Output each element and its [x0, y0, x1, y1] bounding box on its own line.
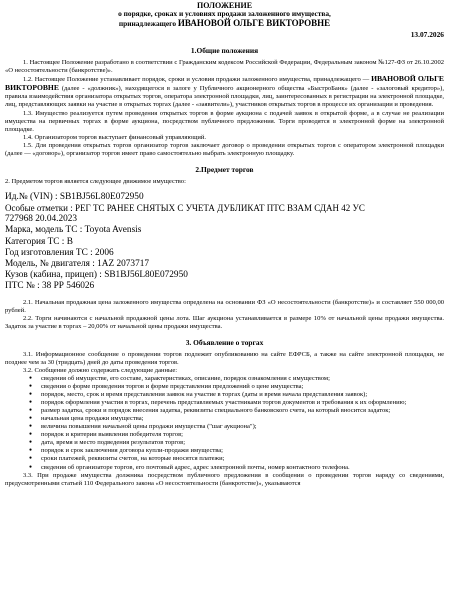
- list-item: ● порядок, место, срок и время представления заявок на участие в торгах (даты и время начала представления заявок);: [29, 391, 444, 399]
- vehicle-line: Марка, модель ТС : Toyota Avensis: [5, 225, 142, 236]
- vehicle-line: 727968 20.04.2023: [5, 214, 78, 225]
- section-2-title: 2.Предмет торгов: [195, 164, 254, 174]
- list-item: ● начальная цена продажи имущества;: [29, 415, 444, 423]
- section-3-p2: 3.2. Сообщение должно содержать следующие данные:: [23, 366, 178, 374]
- vehicle-line: Категория ТС : В: [5, 236, 73, 247]
- section-1-p2-a: 1.2. Настоящее Положение устанавливает порядок, сроки и условия продажи заложенного имущества, принадлежащего —: [23, 76, 370, 84]
- section-2-p1: 2.1. Начальная продажная цена заложенного имущества определена на основании ФЗ «О несостоятельности (банкротстве)» и составляет 550 000,00 рублей.: [5, 298, 444, 314]
- list-item: ● размер задатка, сроки и порядок внесения задатка, реквизиты специального банковского счета, на который вносится задаток;: [29, 407, 444, 415]
- title-line-3-prefix: принадлежащего: [118, 18, 177, 28]
- section-1-p1: 1. Настоящее Положение разработано в соответствии с Гражданским кодексом Российской Федерации, Федеральным законом №127-ФЗ от 26.10.2002 «О несостоятельности (банкротстве)».: [5, 59, 444, 75]
- section-1-p2-b: (далее - «должник»), находящегося в залоге у Публичного акционерного общества «БыстроБанк» (далее - «залоговый кредитор»), правила взаимодействия организатора открытых торгов, оператора электронной площадки, лиц, заинтересованных в регистрации на электронной площадке, лиц, представляющих заявки на участие в открытых торгах (далее - «заявители»), участников открытых торгов в процессе их организации и проведения.: [5, 85, 444, 109]
- section-1-p4: 1.4. Организатором торгов выступает финансовый управляющий.: [23, 133, 207, 141]
- title-line-2: о порядке, сроках и условиях продажи заложенного имущества,: [118, 9, 331, 19]
- title-line-1: ПОЛОЖЕНИЕ: [196, 1, 253, 10]
- list-item: ● порядок оформления участия в торгах, перечень представляемых участниками торгов документов и требования к их оформлению;: [29, 399, 444, 407]
- document-title: [5, 2, 444, 28]
- vehicle-details: [5, 192, 444, 293]
- section-2-p2: 2.2. Торги начинаются с начальной продажной цены лота. Шаг аукциона устанавливается в размере 10% от начальной цены продажи имущества. Задаток за участие в торгах – 20,00% от начальной цены продажи имущества.: [5, 314, 444, 330]
- announcement-items: [5, 375, 444, 472]
- section-3-p1: 3.1. Информационное сообщение о проведении торгов подлежит опубликованию на сайте ЕФРСБ, а также на сайте электронной площадки, не позднее чем за 30 (тридцать) дней до даты проведения торгов.: [5, 350, 444, 366]
- vehicle-line: Модель, № двигателя : 1AZ 2073717: [5, 259, 150, 270]
- section-1-p2: [5, 75, 444, 109]
- section-1-title: 1.Общие положения: [190, 46, 259, 56]
- section-1-p2-owner: ИВАНОВОЙ ОЛЬГЕ ВИКТОРОВНЕ: [5, 74, 444, 93]
- section-3-title: 3. Объявление о торгах: [185, 337, 264, 347]
- list-item: ● порядок и срок заключения договора купли-продажи имущества;: [29, 447, 444, 455]
- title-line-3: [5, 19, 444, 28]
- section-2-intro: 2. Предметом торгов является следующее движимое имущество:: [5, 177, 186, 185]
- document-date: 13.07.2026: [410, 30, 444, 40]
- vehicle-line: Ид.№ (VIN) : SB1BJ56L80E072950: [5, 191, 144, 202]
- vehicle-line: Кузов (кабина, прицеп) : SB1BJ56L80E072950: [5, 270, 188, 281]
- vehicle-line: ПТС № : 38 РР 546026: [5, 281, 95, 292]
- list-item: ● сведения об имуществе, его составе, характеристиках, описание, порядок ознакомления с имуществом;: [29, 375, 444, 383]
- section-1-p5: 1.5. Для проведения открытых торгов организатор торгов заключает договор о проведении открытых торгов с оператором электронной площадки (далее — «договор»), организатор торгов имеет право самостоятельно выбрать электронную площадку.: [5, 141, 444, 157]
- vehicle-line: Год изготовления ТС : 2006: [5, 247, 114, 258]
- list-item: ● дата, время и место подведения результатов торгов;: [29, 439, 444, 447]
- list-item: ● сведения о форме проведения торгов и форме представления предложений о цене имущества;: [29, 383, 444, 391]
- list-item: ● сведения об организаторе торгов, его почтовый адрес, адрес электронной почты, номер контактного телефона.: [29, 464, 444, 472]
- owner-name: ИВАНОВОЙ ОЛЬГЕ ВИКТОРОВНЕ: [177, 17, 331, 28]
- list-item: ● сроки платежей, реквизиты счетов, на которые вносятся платежи;: [29, 455, 444, 463]
- section-3-p3: 3.3. При продаже имущества должника посредством публичного предложения в сообщении о проведении торгов наряду со сведениями, предусмотренными статьей 110 Федерального закона «О несостоятельности (банкротстве)», указываются: [5, 471, 444, 487]
- list-item: ● величина повышения начальной цены продажи имущества ("шаг аукциона");: [29, 423, 444, 431]
- section-1-p3: 1.3. Имущество реализуется путем проведения открытых торгов в форме аукциона с подачей заявок в открытой форме, а в случае не реализации имущества на первичных торгах в форме аукциона, посредством публичного предложения. Торги проводятся в электронной форме на электронной площадке.: [5, 109, 444, 133]
- list-item: ● порядок и критерии выявления победителя торгов;: [29, 431, 444, 439]
- vehicle-line: Особые отметки : РЕГ ТС РАНЕЕ СНЯТЫХ С УЧЕТА ДУБЛИКАТ ПТС ВЗАМ СДАН 42 УС: [5, 203, 365, 214]
